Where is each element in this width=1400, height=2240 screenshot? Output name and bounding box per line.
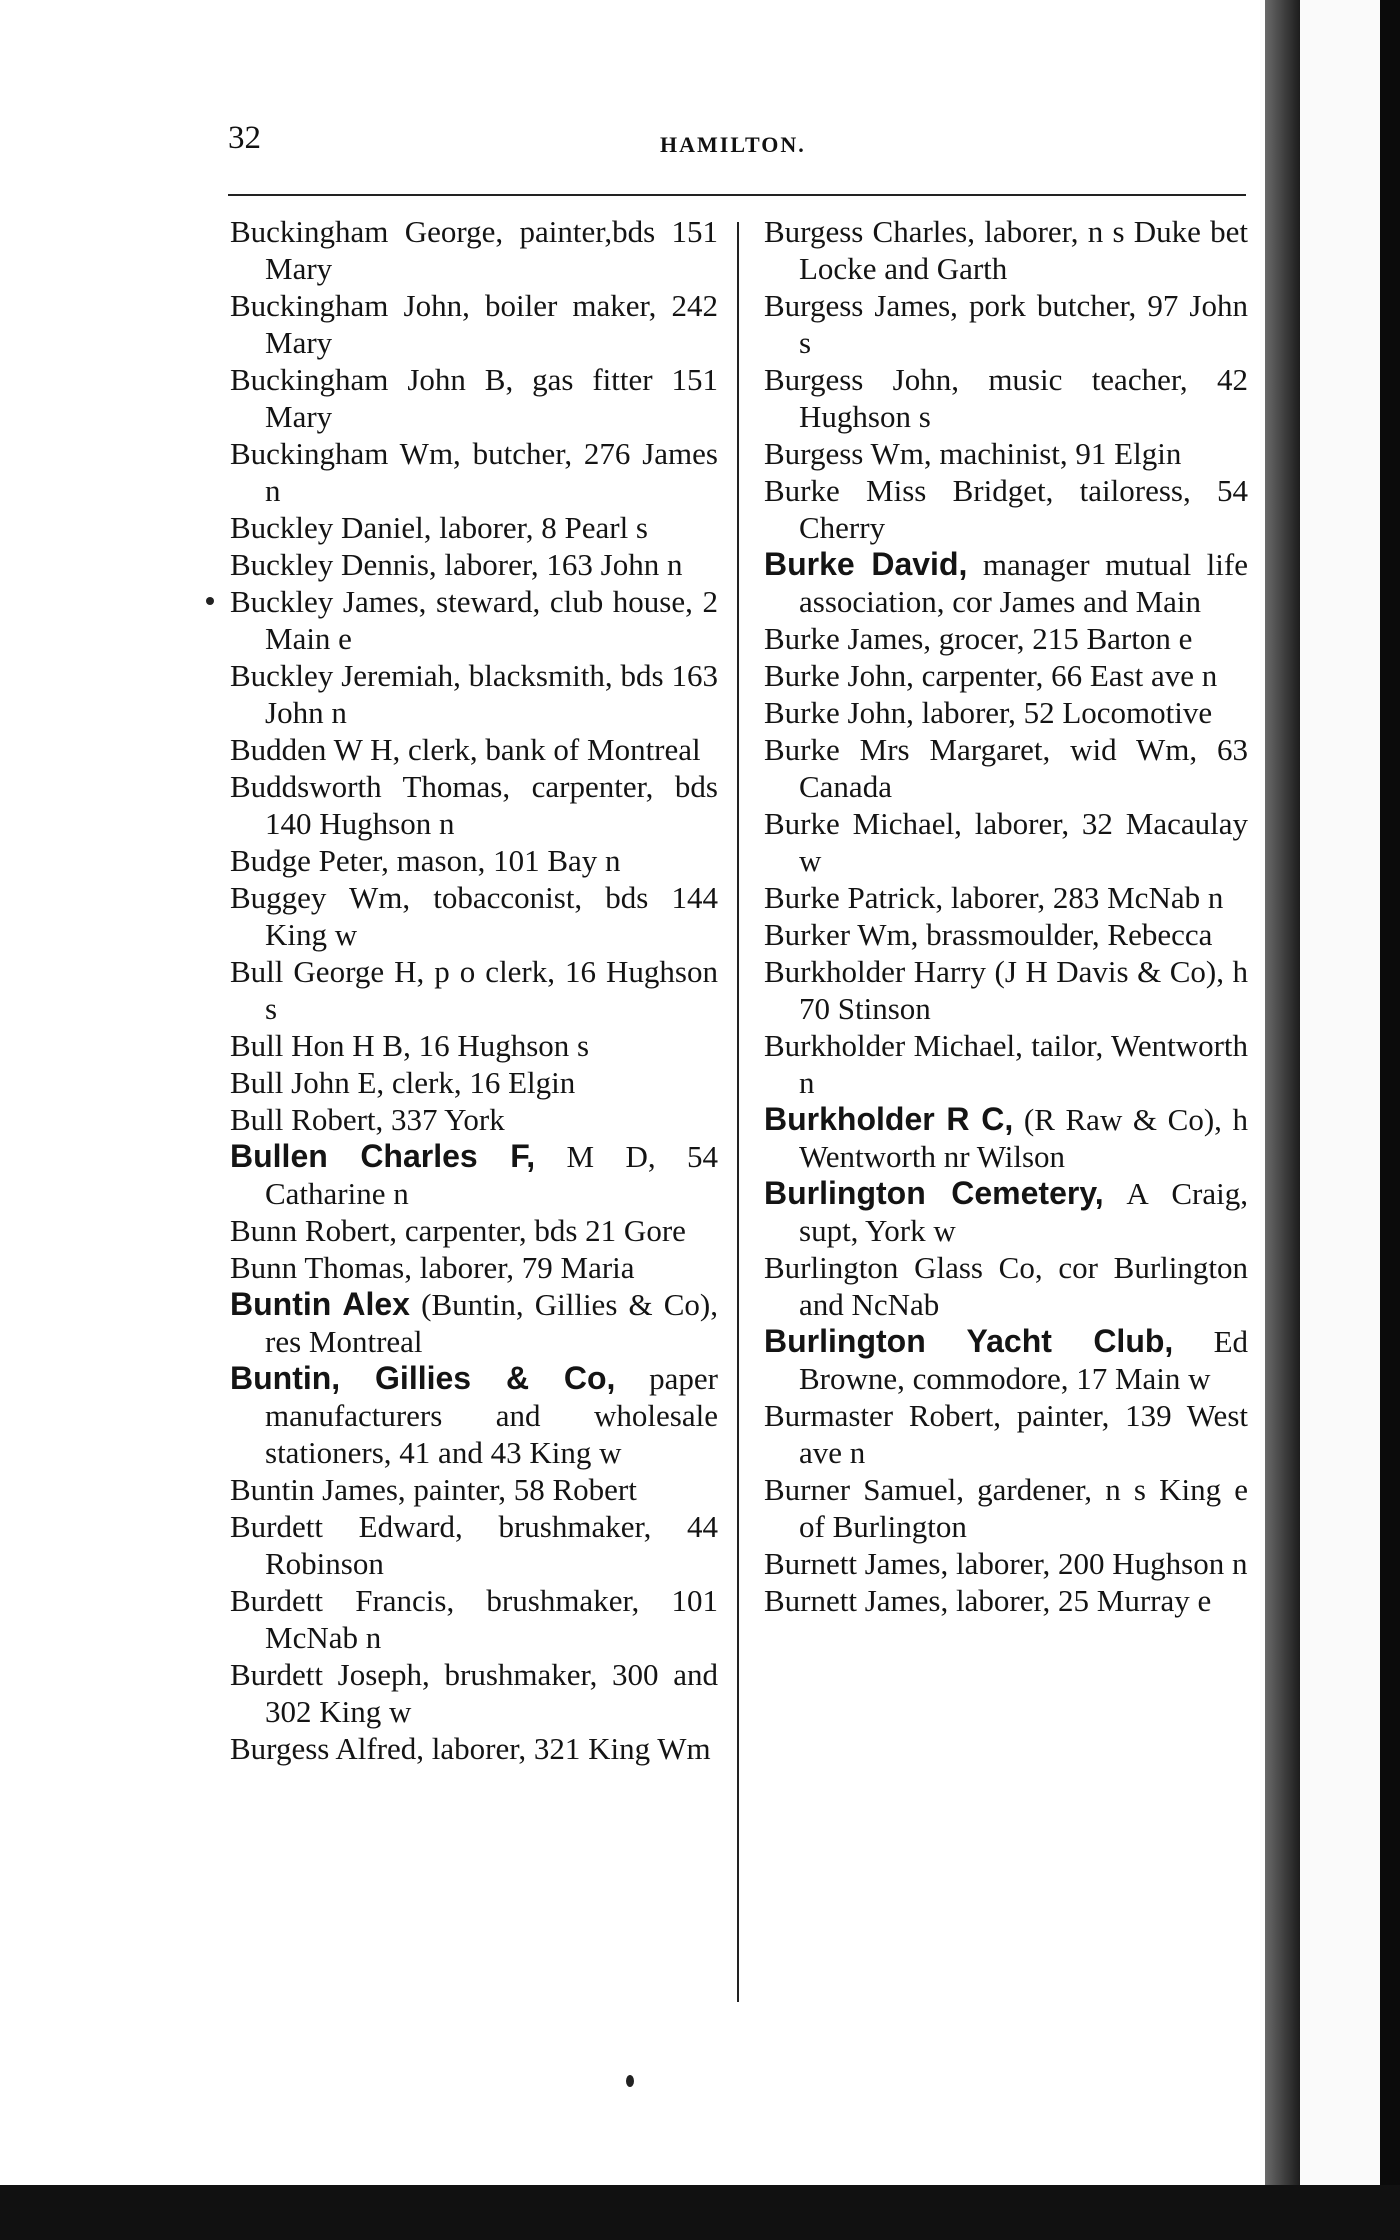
column-divider [737, 222, 739, 2002]
entry-details: mason, 101 Bay n [388, 843, 621, 878]
entry-details: tailoress, 54 Cherry [799, 473, 1248, 545]
entry-details: brushmaker, 44 Robinson [265, 1509, 718, 1581]
directory-entry [230, 546, 718, 583]
entry-name: Buntin Alex [230, 1286, 410, 1322]
entry-details: painter, 58 Robert [405, 1472, 637, 1507]
entry-name: Burmaster Robert, [764, 1398, 1002, 1433]
entry-details: gas fitter 151 Mary [265, 362, 718, 434]
entry-name: Buckingham Wm, [230, 436, 461, 471]
entry-details: paper manufacturers and wholesale stationers, 41 and 43 King w [265, 1361, 719, 1470]
entry-details: (J H Davis & Co), h 70 Stinson [799, 954, 1248, 1026]
entry-details: laborer, 163 John n [436, 547, 683, 582]
entry-name: Bull Hon H B, [230, 1028, 411, 1063]
entry-name: Bunn Robert, [230, 1213, 398, 1248]
directory-entry [764, 287, 1248, 361]
directory-entry [230, 1582, 718, 1656]
entry-details: brushmaker, 101 McNab n [265, 1583, 718, 1655]
directory-entry [764, 620, 1248, 657]
entry-details: blacksmith, bds 163 John n [265, 658, 718, 730]
entry-name: Burnett James, [764, 1546, 949, 1581]
entry-details: manager mutual life association, cor James and Main [799, 547, 1248, 619]
directory-entry [230, 879, 718, 953]
entry-details: cor Burlington and NcNab [799, 1250, 1249, 1322]
entry-details: brushmaker, 300 and 302 King w [265, 1657, 718, 1729]
scan-border [0, 2185, 1400, 2240]
directory-entry [230, 1027, 718, 1064]
entry-details: machinist, 91 Elgin [931, 436, 1182, 471]
entry-details: 16 Hughson s [410, 1028, 590, 1063]
entry-name: Burkholder Harry [764, 954, 986, 989]
directory-entry [764, 953, 1248, 1027]
entry-name: Burke Miss Bridget, [764, 473, 1054, 508]
entry-name: Buntin, Gillies & Co, [230, 1360, 616, 1396]
directory-entry [764, 361, 1248, 435]
directory-entry [230, 1138, 718, 1212]
directory-entry [764, 1397, 1248, 1471]
entry-name: Bull George H, [230, 954, 425, 989]
directory-entry [764, 435, 1248, 472]
entry-name: Budge Peter, [230, 843, 389, 878]
entry-details: Ed Browne, commodore, 17 Main w [799, 1324, 1249, 1396]
directory-entry [230, 583, 718, 657]
entry-name: Burlington Glass Co, [764, 1250, 1043, 1285]
directory-entry [764, 694, 1248, 731]
entry-details: steward, club house, 2 Main e [265, 584, 718, 656]
entry-details: butcher, 276 James n [265, 436, 718, 508]
entry-details: laborer, 52 Locomotive [913, 695, 1213, 730]
entry-name: Bull John E, [230, 1065, 385, 1100]
directory-entry [764, 1471, 1248, 1545]
directory-entry [764, 1323, 1248, 1397]
entry-name: Buckingham John, [230, 288, 470, 323]
header-rule [228, 194, 1246, 196]
directory-entry [230, 1508, 718, 1582]
entry-details: grocer, 215 Barton e [931, 621, 1193, 656]
entry-details: p o clerk, 16 Hughson s [265, 954, 718, 1026]
entry-name: Bullen Charles F, [230, 1138, 536, 1174]
directory-entry [230, 213, 718, 287]
entry-name: Burgess Alfred, [230, 1731, 425, 1766]
entry-name: Burkholder Michael, [764, 1028, 1023, 1063]
directory-entry [764, 1582, 1248, 1619]
entry-name: Burke Michael, [764, 806, 962, 841]
entry-details: (R Raw & Co), h Wentworth nr Wilson [799, 1102, 1249, 1174]
entry-name: Burlington Cemetery, [764, 1175, 1104, 1211]
entry-details: laborer, 25 Murray e [948, 1583, 1212, 1618]
entry-name: Burgess James, [764, 288, 958, 323]
entry-name: Burgess Charles, [764, 214, 975, 249]
middle-column [764, 213, 1248, 1619]
page-header-title: HAMILTON. [660, 132, 806, 157]
entry-name: Burke James, [764, 621, 932, 656]
entry-name: Buckley James, [230, 584, 427, 619]
directory-entry [230, 1249, 718, 1286]
entry-details: brassmoulder, Rebecca [918, 917, 1213, 952]
entry-name: Burke Mrs Margaret, [764, 732, 1051, 767]
directory-entry [764, 1249, 1248, 1323]
entry-details: wid Wm, 63 Canada [799, 732, 1248, 804]
directory-entry [764, 546, 1248, 620]
entry-details: (Buntin, Gillies & Co), res Montreal [265, 1287, 719, 1359]
entry-details: carpenter, 66 East ave n [913, 658, 1218, 693]
directory-entry [230, 657, 718, 731]
entry-name: Burke John, [764, 658, 914, 693]
entry-details: carpenter, bds 21 Gore [397, 1213, 686, 1248]
entry-name: Burgess John, [764, 362, 959, 397]
directory-entry [764, 1175, 1248, 1249]
entry-name: Buckley Dennis, [230, 547, 437, 582]
entry-name: Buckingham John B, [230, 362, 514, 397]
entry-name: Buckley Daniel, [230, 510, 432, 545]
entry-details: boiler maker, 242 Mary [265, 288, 718, 360]
left-column [230, 213, 718, 1767]
entry-name: Burke Patrick, [764, 880, 944, 915]
entry-name: Buntin James, [230, 1472, 406, 1507]
entry-details: 337 York [383, 1102, 505, 1137]
entry-name: Burdett Francis, [230, 1583, 455, 1618]
entry-details: laborer, 283 McNab n [943, 880, 1224, 915]
directory-entry [764, 1545, 1248, 1582]
entry-details: laborer, n s Duke bet Locke and Garth [799, 214, 1248, 286]
ink-dot-mark [626, 2075, 634, 2087]
entry-details: laborer, 8 Pearl s [431, 510, 648, 545]
ink-dot-mark [206, 597, 214, 605]
page-number: 32 [228, 120, 261, 156]
entry-name: Burke John, [764, 695, 914, 730]
page-gutter-shadow [1265, 0, 1305, 2240]
directory-entry [764, 1101, 1248, 1175]
directory-entry [230, 953, 718, 1027]
directory-entry [230, 1360, 718, 1471]
directory-entry [230, 1101, 718, 1138]
entry-name: Burgess Wm, [764, 436, 932, 471]
entry-name: Buggey Wm, [230, 880, 411, 915]
entry-details: laborer, 321 King Wm [424, 1731, 711, 1766]
entry-name: Burnett James, [764, 1583, 949, 1618]
entry-name: Burdett Joseph, [230, 1657, 430, 1692]
entry-details: M D, 54 Catharine n [265, 1139, 718, 1211]
entry-name: Buddsworth Thomas, [230, 769, 511, 804]
entry-name: Burlington Yacht Club, [764, 1323, 1174, 1359]
entry-name: Burdett Edward, [230, 1509, 463, 1544]
entry-name: Buckley Jeremiah, [230, 658, 461, 693]
entry-name: Burke David, [764, 546, 968, 582]
entry-name: Burkholder R C, [764, 1101, 1014, 1137]
entry-name: Buckingham George, [230, 214, 504, 249]
directory-entry [230, 1286, 718, 1360]
directory-entry [764, 1027, 1248, 1101]
entry-details: laborer, 200 Hughson n [948, 1546, 1248, 1581]
entry-details: painter, 139 West ave n [799, 1398, 1248, 1470]
directory-entry [230, 287, 718, 361]
directory-entry [230, 1064, 718, 1101]
directory-entry [230, 731, 718, 768]
directory-entry [764, 879, 1248, 916]
directory-entry [230, 1212, 718, 1249]
entry-details: clerk, 16 Elgin [384, 1065, 576, 1100]
directory-entry [230, 1656, 718, 1730]
entry-name: Burker Wm, [764, 917, 919, 952]
directory-entry [230, 842, 718, 879]
directory-entry [230, 361, 718, 435]
entry-details: carpenter, bds 140 Hughson n [265, 769, 718, 841]
entry-details: pork butcher, 97 John s [799, 288, 1248, 360]
entry-name: Budden W H, [230, 732, 401, 767]
directory-entry [230, 509, 718, 546]
directory-entry [764, 916, 1248, 953]
entry-details: music teacher, 42 Hughson s [799, 362, 1248, 434]
directory-entry [230, 1471, 718, 1508]
directory-entry [764, 657, 1248, 694]
entry-details: laborer, 79 Maria [412, 1250, 635, 1285]
entry-details: gardener, n s King e of Burlington [799, 1472, 1248, 1544]
entry-details: clerk, bank of Montreal [400, 732, 701, 767]
directory-entry [230, 1730, 718, 1767]
directory-entry [230, 435, 718, 509]
directory-entry [764, 731, 1248, 805]
entry-name: Bunn Thomas, [230, 1250, 412, 1285]
entry-details: tailor, Wentworth n [799, 1028, 1249, 1100]
directory-entry [230, 768, 718, 842]
directory-entry [764, 213, 1248, 287]
directory-entry [764, 805, 1248, 879]
directory-entry [764, 472, 1248, 546]
entry-name: Bull Robert, [230, 1102, 384, 1137]
entry-name: Burner Samuel, [764, 1472, 964, 1507]
entry-details: laborer, 32 Macaulay w [799, 806, 1248, 878]
entry-details: A Craig, supt, York w [799, 1176, 1248, 1248]
binding-edge [1380, 0, 1400, 2240]
entry-details: painter,bds 151 Mary [265, 214, 719, 286]
entry-details: tobacconist, bds 144 King w [265, 880, 718, 952]
